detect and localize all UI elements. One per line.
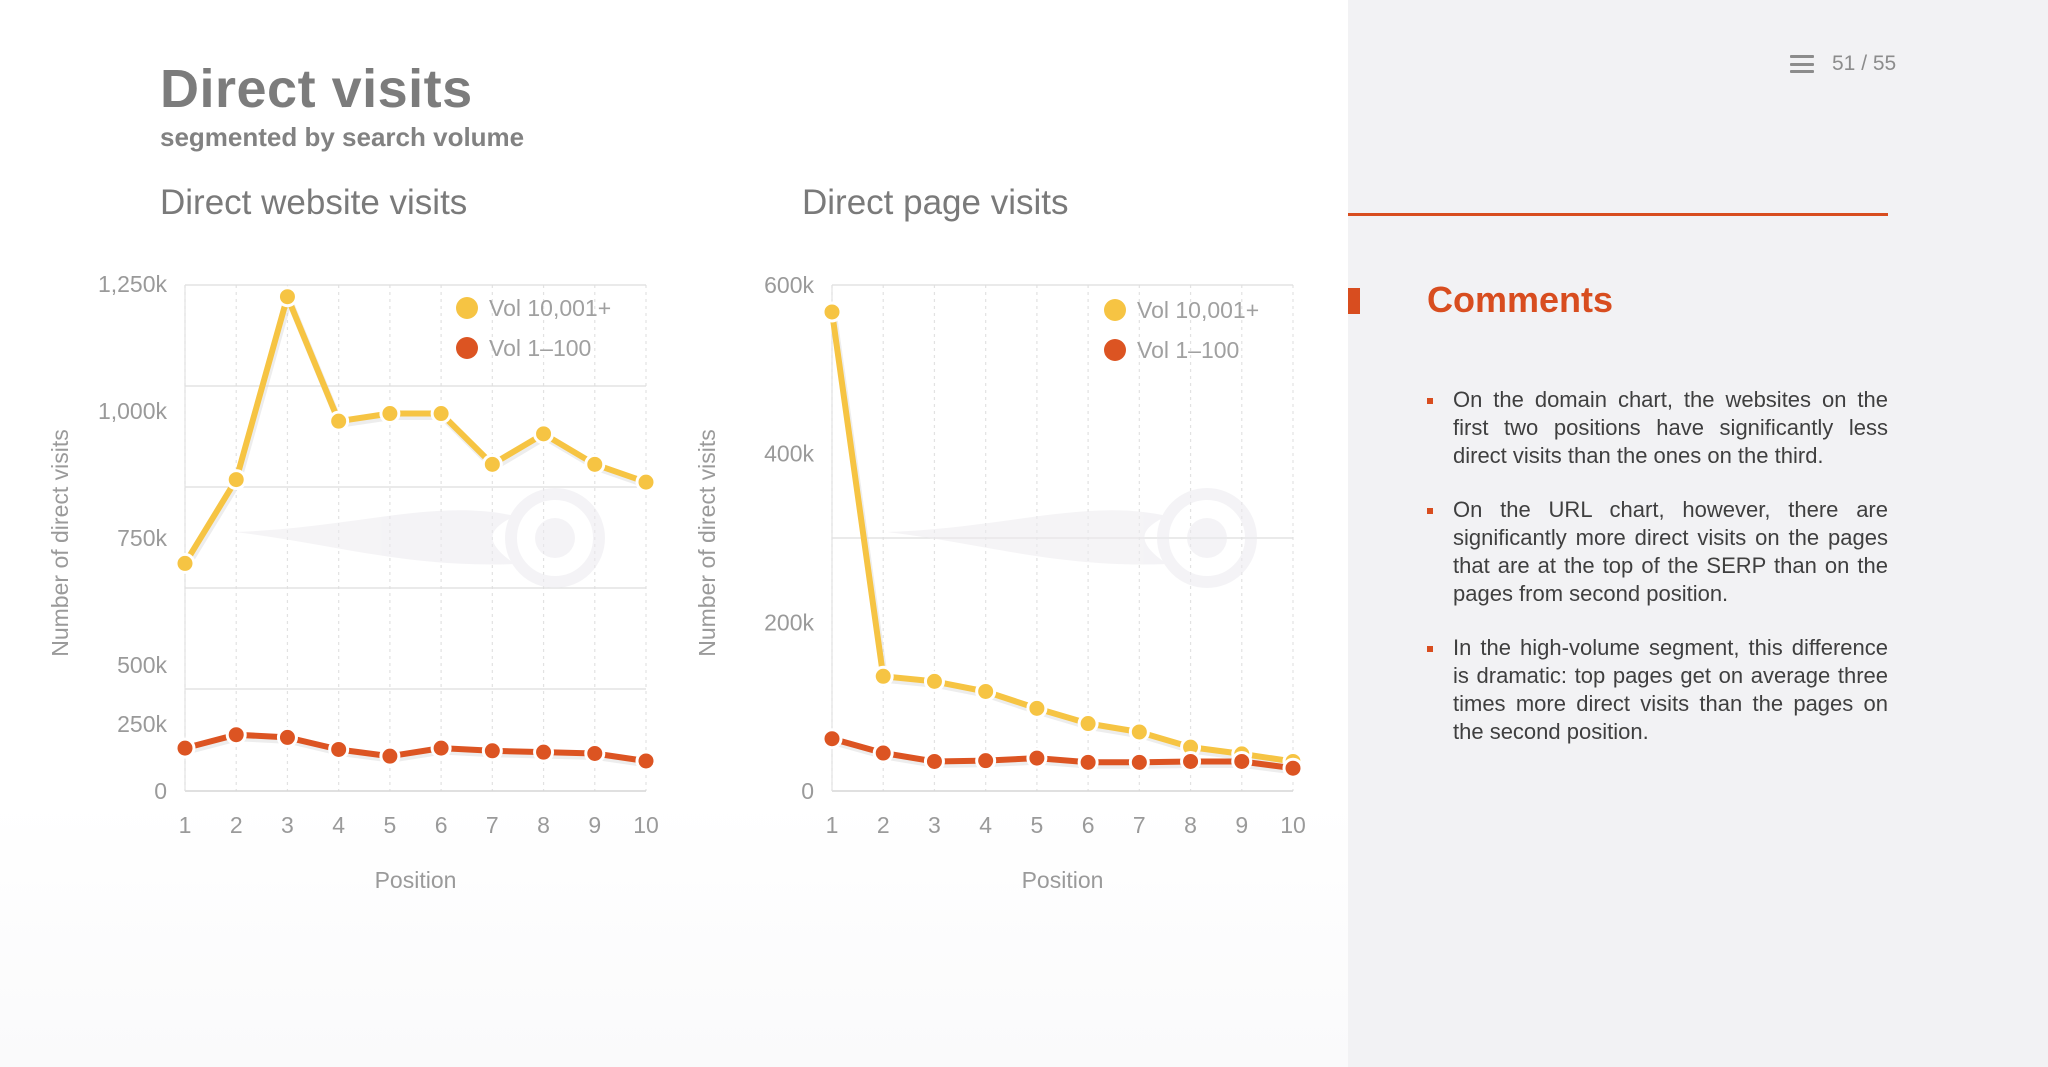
x-tick-label: 4 [979,812,993,838]
y-tick-label: 400k [764,440,814,467]
bullet-icon [1427,646,1433,652]
comment-item [1427,386,1888,470]
comments-title: Comments [1427,279,1614,320]
watermark-logo [887,494,1251,582]
comments-list [1427,386,1888,772]
y-tick-label: 1,000k [97,398,167,424]
data-point [874,667,892,685]
comment-text: In the high-volume segment, this difference is dramatic: top pages get on average three times more direct visits than the pages on the second position. [1453,635,1888,744]
data-point [874,744,892,762]
data-point [977,682,995,700]
watermark-flame [887,510,1167,564]
x-tick-label: 3 [281,812,294,838]
data-point [1028,749,1046,767]
x-tick-label: 8 [1184,812,1197,838]
x-tick-label: 1 [825,812,839,838]
data-point [1079,715,1097,733]
y-tick-label: 500k [117,652,167,678]
bullet-icon [1427,508,1433,514]
data-point [1233,752,1251,770]
x-tick-label: 4 [332,812,346,838]
data-point [1284,759,1302,777]
legend-marker [1104,299,1126,321]
x-tick-label: 9 [1235,812,1249,838]
legend-label: Vol 1–100 [489,335,592,361]
page-title: Direct visits [160,59,473,119]
x-tick-label: 10 [633,812,659,838]
y-axis-title: Number of direct visits [694,429,720,657]
data-point [925,752,943,770]
x-tick-label: 6 [1081,812,1095,838]
y-tick-label: 1,250k [97,271,167,297]
y-tick-label: 0 [154,778,167,804]
x-tick-label: 10 [1280,812,1306,838]
y-tick-label: 200k [764,609,814,636]
data-point [1130,753,1148,771]
pager [1790,52,1896,76]
accent-marker [1348,288,1360,314]
chart-title-page: Direct page visits [802,183,1069,222]
x-tick-label: 1 [178,812,192,838]
data-point [1182,752,1200,770]
x-tick-label: 8 [537,812,550,838]
legend-label: Vol 10,001+ [1137,297,1260,323]
comment-text: On the domain chart, the websites on the first two positions have significantly less direct visits than the ones on the third. [1453,387,1888,468]
x-tick-label: 6 [434,812,448,838]
data-point [977,752,995,770]
x-tick-label: 5 [1030,812,1044,838]
legend-label: Vol 1–100 [1137,337,1240,363]
x-axis-title: Position [1021,867,1104,893]
watermark-core [1187,518,1227,558]
menu-icon[interactable] [1790,55,1814,73]
page-subtitle: segmented by search volume [160,122,525,152]
x-axis-title: Position [374,867,457,893]
chart-title-website: Direct website visits [160,183,468,222]
y-tick-label: 0 [801,778,814,804]
comment-text: On the URL chart, however, there are significantly more direct visits on the pages that are at the top of the SERP than on the pages from second position. [1453,497,1888,606]
data-point [823,303,841,321]
y-tick-label: 600k [764,272,814,298]
x-tick-label: 3 [928,812,941,838]
x-tick-label: 5 [383,812,397,838]
comment-item [1427,496,1888,608]
data-point [1079,753,1097,771]
page-counter: 51 / 55 [1832,52,1897,75]
y-tick-label: 250k [117,711,167,737]
y-tick-label: 750k [117,525,167,551]
legend-marker [1104,339,1126,361]
y-axis-title: Number of direct visits [47,429,73,657]
data-point [1130,723,1148,741]
x-tick-label: 7 [1132,812,1146,838]
bullet-icon [1427,398,1433,404]
x-tick-label: 2 [876,812,890,838]
data-point [1028,699,1046,717]
x-tick-label: 7 [485,812,499,838]
legend-label: Vol 10,001+ [489,295,612,321]
accent-divider [1348,213,1888,216]
data-point [925,672,943,690]
x-tick-label: 9 [588,812,602,838]
data-point [823,730,841,748]
x-tick-label: 2 [229,812,243,838]
comment-item [1427,634,1888,746]
